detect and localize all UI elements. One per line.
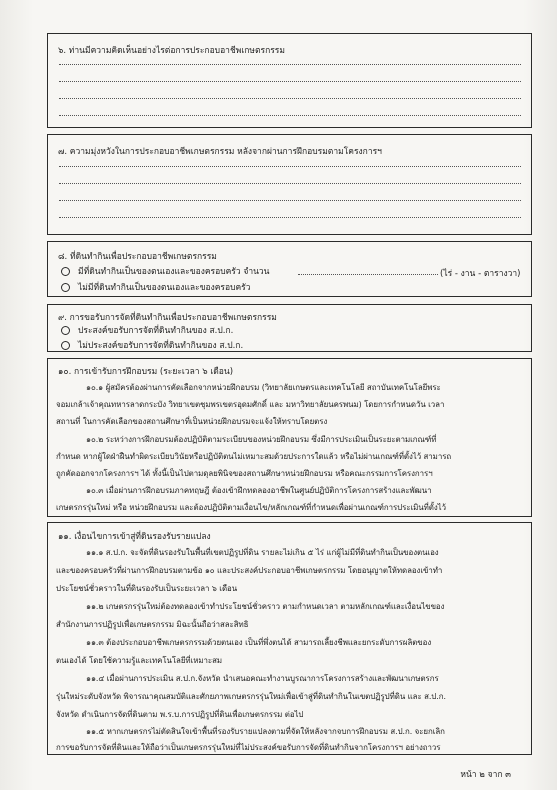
section-11-line: และของครอบครัวที่ผ่านการฝึกอบรมตามข้อ ๑๐ และประสงค์ประกอบอาชีพเกษตรกรรม โดยอนุญาตให้ทดลองเข้าทำ [56,566,443,575]
section-9-title: ๙. การขอรับการจัดที่ดินทำกินเพื่อประกอบอาชีพเกษตรกรรม [58,313,277,323]
land-decline-label: ไม่ประสงค์ขอรับการจัดที่ดินทำกินของ ส.ป.ก. [78,341,244,351]
answer-line[interactable] [59,63,521,65]
land-request-label: ประสงค์ขอรับการจัดที่ดินทำกินของ ส.ป.ก. [78,326,234,336]
land-request-option[interactable] [61,323,233,337]
section-11-line: ๑๑.๒ เกษตรกรรุ่นใหม่ต้องทดลองเข้าทำประโยชน์ชั่วคราว ตามกำหนดเวลา ตามหลักเกณฑ์และเงื่อนไขของ [86,602,445,611]
section-8-box [47,241,532,297]
land-unit-label: (ไร่ - งาน - ตารางวา) [440,269,521,279]
section-9-box [47,304,532,352]
radio-circle-icon[interactable] [61,267,70,276]
land-none-label: ไม่มีที่ดินทำกินเป็นของตนเองและของครอบครัว [78,283,251,293]
answer-line[interactable] [59,216,521,218]
section-11-line: ๑๑.๑ ส.ป.ก. จะจัดที่ดินรองรับในพื้นที่เขตปฏิรูปที่ดิน รายละไม่เกิน ๕ ไร่ แก่ผู้ไม่มีที่ดินทำกินเป็นของตนเอง [86,548,439,557]
radio-circle-icon[interactable] [61,283,70,292]
land-decline-option[interactable] [61,338,243,352]
section-10-line: ถูกคัดออกจากโครงการฯ ได้ ทั้งนี้เป็นไปตามดุลยพินิจของสถานศึกษาหน่วยฝึกอบรม หรือคณะกรรมการโครงการฯ [56,469,433,478]
answer-line[interactable] [59,114,521,116]
land-own-label: มีที่ดินทำกินเป็นของตนเองและของครอบครัว จำนวน [78,267,270,277]
section-8-title: ๘. ที่ดินทำกินเพื่อประกอบอาชีพเกษตรกรรม [58,252,217,262]
section-7-box [47,134,532,235]
answer-line[interactable] [59,199,521,201]
section-11-line: ตนเองได้ โดยใช้ความรู้และเทคโนโลยีที่เหมาะสม [56,656,222,665]
answer-line[interactable] [59,80,521,82]
section-11-title: ๑๑. เงื่อนไขการเข้าสู่ที่ดินรองรับรายแปลง [58,532,211,542]
section-11-line: ประโยชน์ชั่วคราวในที่ดินรองรับเป็นระยะเวลา ๖ เดือน [56,584,238,593]
section-11-line: ๑๑.๓ ต้องประกอบอาชีพเกษตรกรรมด้วยตนเอง เป็นที่พึ่งตนได้ สามารถเลี้ยงชีพและยกระดับการผลิตของ [86,638,432,647]
land-own-option[interactable] [61,264,269,278]
section-6-box [47,33,532,128]
section-10-line: ๑๐.๓ เมื่อผ่านการฝึกอบรมภาคทฤษฎี ต้องเข้าฝึกทดลองอาชีพในศูนย์ปฏิบัติการโครงการสร้างและพัฒนา [86,486,432,495]
section-11-line: จังหวัด ดำเนินการจัดที่ดินตาม พ.ร.บ.การปฏิรูปที่ดินเพื่อเกษตรกรรม ต่อไป [56,710,304,719]
land-amount-field[interactable] [298,274,438,275]
section-11-line: ๑๑.๕ หากเกษตรกรไม่ตัดสินใจเข้าพื้นที่รองรับรายแปลงตามที่จัดให้หลังจากจบการฝึกอบรม ส.ป.ก. จะยกเลิก [86,727,445,736]
section-10-box [47,358,532,517]
section-11-line: รุ่นใหม่ระดับจังหวัด พิจารณาคุณสมบัติและศักยภาพเกษตรกรรุ่นใหม่เพื่อเข้าสู่ที่ดินทำกินในเขตปฏิรูปที่ดิน และ ส.ป.ก. [56,692,446,701]
section-10-line: กำหนด หากผู้ใดฝ่าฝืนทำผิดระเบียบวินัยหรือปฏิบัติตนไม่เหมาะสมด้วยประการใดแล้ว หรือไม่ผ่านเกณฑ์ที่ตั้งไว้ สามารถ [56,452,452,461]
land-none-option[interactable] [61,280,251,294]
section-11-line: สำนักงานการปฏิรูปเพื่อเกษตรกรรม มิฉะนั้นถือว่าสละสิทธิ [56,620,249,629]
section-10-line: ๑๐.๒ ระหว่างการฝึกอบรมต้องปฏิบัติตามระเบียบของหน่วยฝึกอบรม ซึ่งมีการประเมินเป็นระยะตามเกณฑ์ที่ [86,435,437,444]
section-10-line: จอมเกล้าเจ้าคุณทหารลาดกระบัง วิทยาเขตชุมพรเขตรอุดมศักดิ์ และ มหาวิทยาลัยนครพนม) โดยการกำหนดวัน เวลา [56,400,445,409]
section-10-line: ๑๐.๑ ผู้สมัครต้องผ่านการคัดเลือกจากหน่วยฝึกอบรม (วิทยาลัยเกษตรและเทคโนโลยี สถาบันเทคโนโลยีพระ [86,383,441,392]
section-10-title: ๑๐. การเข้ารับการฝึกอบรม (ระยะเวลา ๖ เดือน) [58,367,234,377]
section-10-line: สถานที่ ในการคัดเลือกของสถานศึกษาที่เป็นหน่วยฝึกอบรมจะแจ้งให้ทราบโดยตรง [56,417,328,426]
radio-circle-icon[interactable] [61,341,70,350]
page-number: หน้า ๒ จาก ๓ [460,770,511,780]
section-11-line: การขอรับการจัดที่ดินและให้ถือว่าเป็นเกษตรกรรุ่นใหม่ที่ไม่ประสงค์ขอรับการจัดที่ดินทำกินจากโครงการฯ อย่างถาวร [56,743,441,752]
answer-line[interactable] [59,182,521,184]
section-7-title: ๗. ความมุ่งหวังในการประกอบอาชีพเกษตรกรรม หลังจากผ่านการฝึกอบรมตามโครงการฯ [58,147,382,157]
section-11-box [47,522,532,755]
section-6-title: ๖. ท่านมีความคิดเห็นอย่างไรต่อการประกอบอาชีพเกษตรกรรม [58,46,285,56]
answer-line[interactable] [59,97,521,99]
section-10-line: เกษตรกรรุ่นใหม่ หรือ หน่วยฝึกอบรม และต้องปฏิบัติตามเงื่อนไข/หลักเกณฑ์ที่กำหนดเพื่อผ่านเกณฑ์การประเมินที่ตั้งไว้ [56,503,446,512]
section-11-line: ๑๑.๔ เมื่อผ่านการประเมิน ส.ป.ก.จังหวัด นำเสนอคณะทำงานบูรณาการโครงการสร้างและพัฒนาเกษตรกร [86,674,439,683]
answer-line[interactable] [59,165,521,167]
radio-circle-icon[interactable] [61,326,70,335]
